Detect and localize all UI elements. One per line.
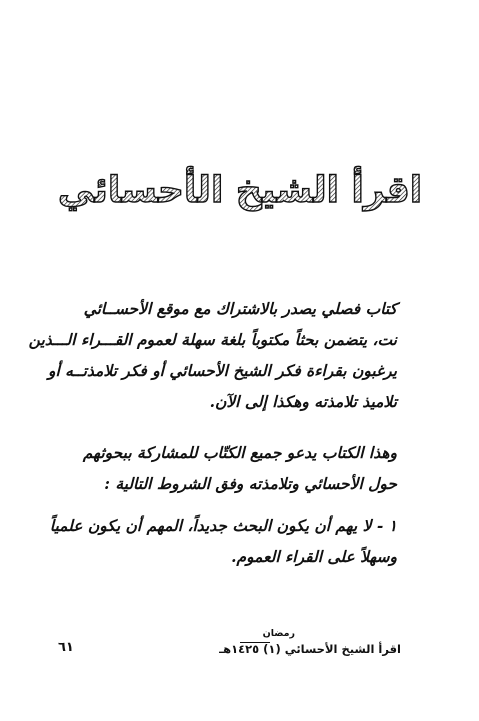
calligraphic-title-logo bbox=[57, 158, 423, 222]
text-line: ١ - لا يهم أن يكون البحث جديداً، المهم أن يكون علمياً bbox=[49, 516, 397, 535]
text-line: حول الأحسائي وتلامذته وفق الشروط التالية : bbox=[104, 474, 397, 493]
condition-item-1 bbox=[49, 510, 397, 572]
text-line: نت، يتضمن بحثاً مكتوباً بلغة سهلة لعموم القـــراء الـــذين bbox=[28, 330, 397, 349]
invitation-paragraph bbox=[82, 437, 397, 499]
intro-paragraph bbox=[28, 293, 397, 417]
title-logo-text: اقرأ الشيخ الأحسائي bbox=[57, 170, 423, 211]
text-line: وسهلاً على القراء العموم. bbox=[231, 547, 397, 566]
footer-book-reference: اقرأ الشيخ الأحسائي (١) ١٤٢٥هـ bbox=[219, 642, 401, 656]
text-line: تلاميذ تلامذته وهكذا إلى الآن. bbox=[209, 392, 397, 411]
text-line: وهذا الكتاب يدعو جميع الكتّاب للمشاركة ببحوثهم bbox=[82, 443, 397, 462]
text-line: يرغبون بقراءة فكر الشيخ الأحسائي أو فكر تلامذتــه أو bbox=[47, 361, 397, 380]
text-line: كتاب فصلي يصدر بالاشتراك مع موقع الأحســائي bbox=[83, 299, 397, 318]
page-footer bbox=[0, 628, 479, 668]
page-number: ٦١ bbox=[58, 640, 74, 655]
footer-month: رمضان bbox=[262, 628, 295, 639]
